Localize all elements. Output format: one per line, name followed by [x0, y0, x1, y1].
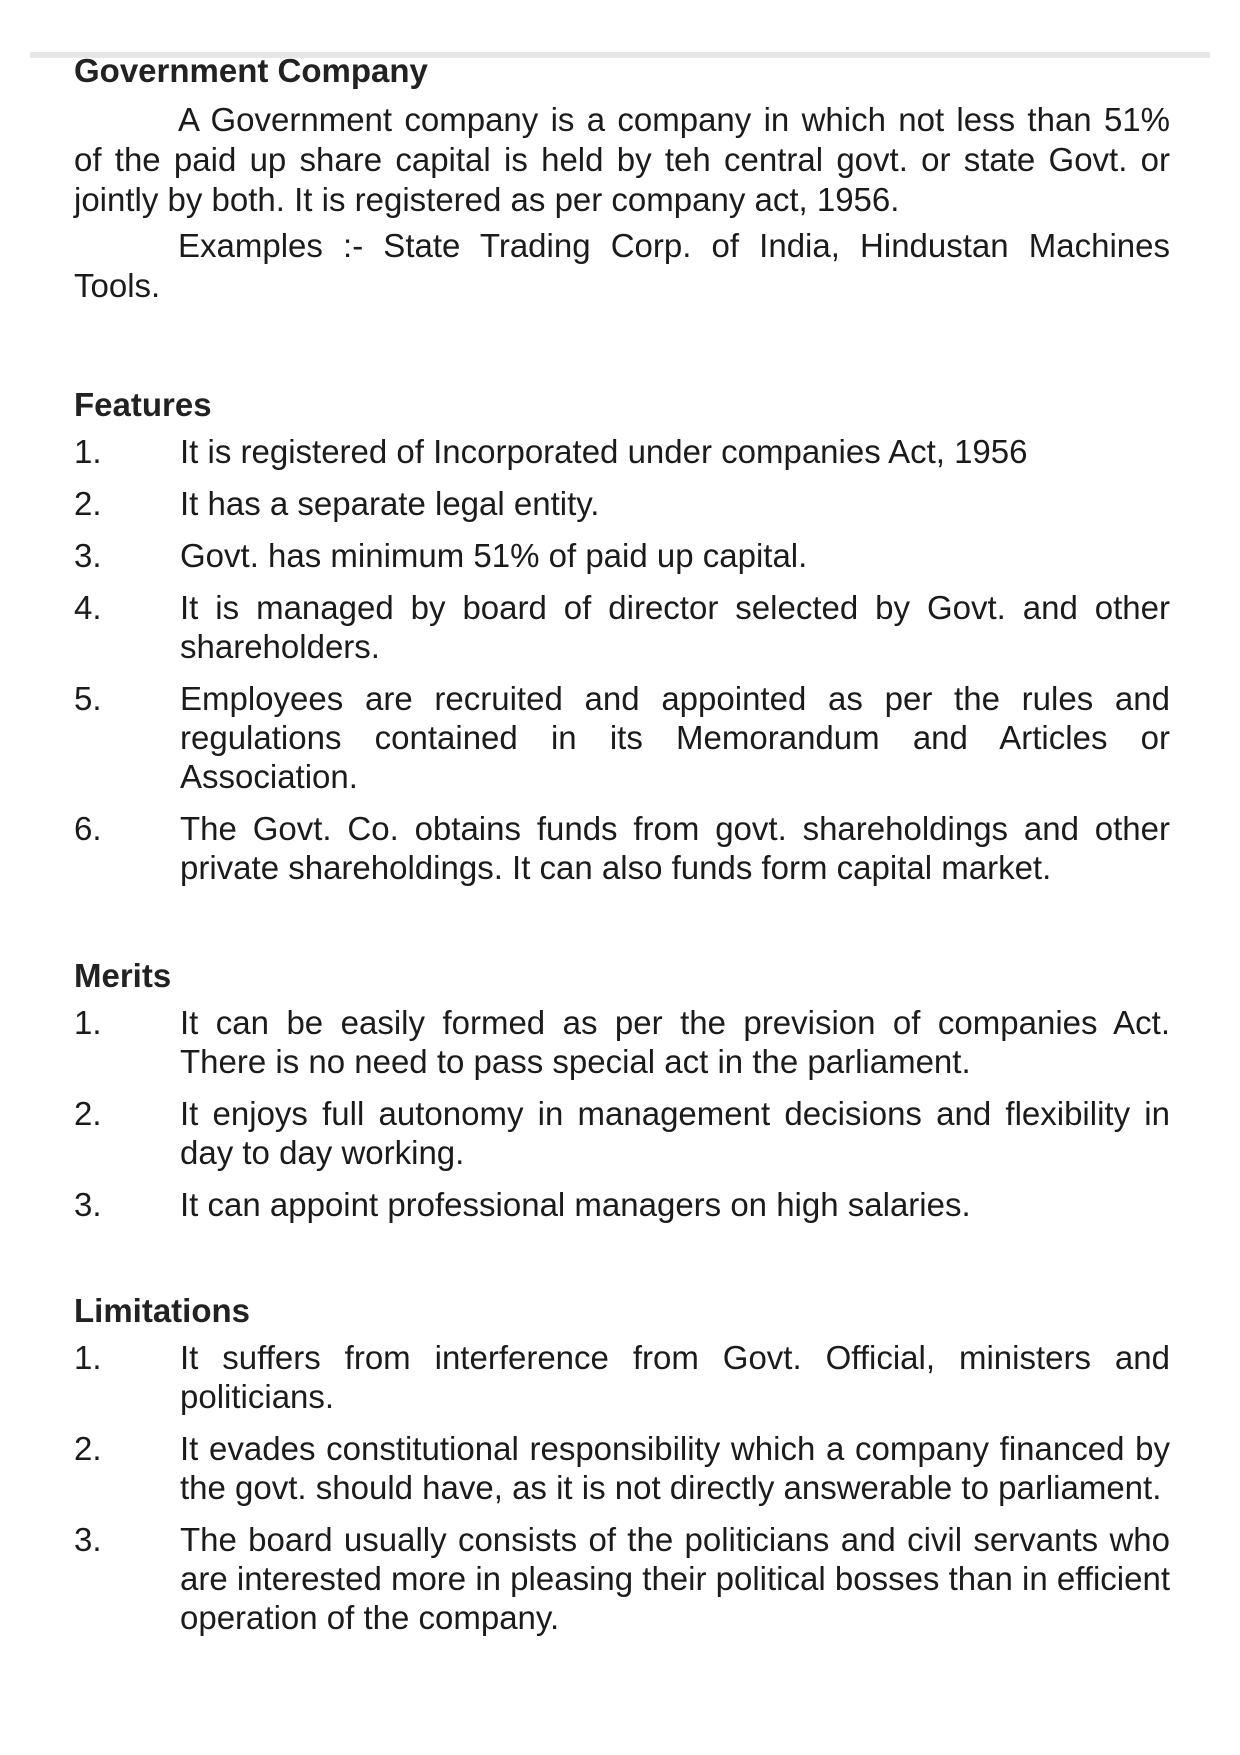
- list-item: [74, 1429, 1170, 1507]
- heading-limitations: Limitations: [74, 1292, 251, 1329]
- item-number: 2.: [74, 1430, 102, 1467]
- item-number: 4.: [74, 589, 102, 626]
- item-text: It has a separate legal entity.: [180, 485, 600, 522]
- item-number: 3.: [74, 1186, 102, 1223]
- list-item: [74, 484, 1170, 523]
- item-text: It is registered of Incorporated under companies Act, 1956: [180, 433, 1028, 470]
- list-item: [74, 1094, 1170, 1172]
- features-list: [74, 432, 1170, 887]
- item-text: Employees are recruited and appointed as per the rules and regulations contained in its Memorandum and Articles or Association.: [180, 680, 1170, 795]
- limitations-list: [74, 1338, 1170, 1637]
- item-text: It enjoys full autonomy in management decisions and flexibility in day to day working.: [180, 1095, 1170, 1171]
- item-number: 1.: [74, 433, 102, 470]
- item-number: 1.: [74, 1004, 102, 1041]
- list-item: [74, 588, 1170, 666]
- list-item: [74, 1003, 1170, 1081]
- item-text: It evades constitutional responsibility which a company financed by the govt. should have, as it is not directly answerable to parliament.: [180, 1430, 1170, 1506]
- list-item: [74, 536, 1170, 575]
- item-number: 6.: [74, 810, 102, 847]
- item-number: 2.: [74, 485, 102, 522]
- item-text: Govt. has minimum 51% of paid up capital.: [180, 537, 808, 574]
- examples-paragraph: Examples :- State Trading Corp. of India, Hindustan Machines Tools.: [74, 227, 1170, 304]
- heading-merits: Merits: [74, 957, 172, 994]
- list-item: [74, 1185, 1170, 1224]
- item-number: 5.: [74, 680, 102, 717]
- list-item: [74, 1338, 1170, 1416]
- item-number: 2.: [74, 1095, 102, 1132]
- item-text: The board usually consists of the politicians and civil servants who are interested more in pleasing their political bosses than in efficient operation of the company.: [180, 1521, 1170, 1636]
- list-item: [74, 1520, 1170, 1637]
- list-item: [74, 809, 1170, 887]
- item-text: It suffers from interference from Govt. Official, ministers and politicians.: [180, 1339, 1170, 1415]
- item-text: It can appoint professional managers on high salaries.: [180, 1186, 971, 1223]
- merits-list: [74, 1003, 1170, 1224]
- definition-paragraph: A Government company is a company in which not less than 51% of the paid up share capital is held by teh central govt. or state Govt. or jointly by both. It is registered as per company act, 1956.: [74, 101, 1170, 218]
- item-text: It can be easily formed as per the prevision of companies Act. There is no need to pass special act in the parliament.: [180, 1004, 1170, 1080]
- heading-features: Features: [74, 386, 212, 423]
- item-text: The Govt. Co. obtains funds from govt. shareholdings and other private shareholdings. It can also funds form capital market.: [180, 810, 1170, 886]
- heading-government-company: Government Company: [74, 52, 428, 89]
- item-number: 1.: [74, 1339, 102, 1376]
- item-number: 3.: [74, 1521, 102, 1558]
- document-page: [74, 48, 1170, 1650]
- list-item: [74, 432, 1170, 471]
- item-text: It is managed by board of director selected by Govt. and other shareholders.: [180, 589, 1170, 665]
- item-number: 3.: [74, 537, 102, 574]
- list-item: [74, 679, 1170, 796]
